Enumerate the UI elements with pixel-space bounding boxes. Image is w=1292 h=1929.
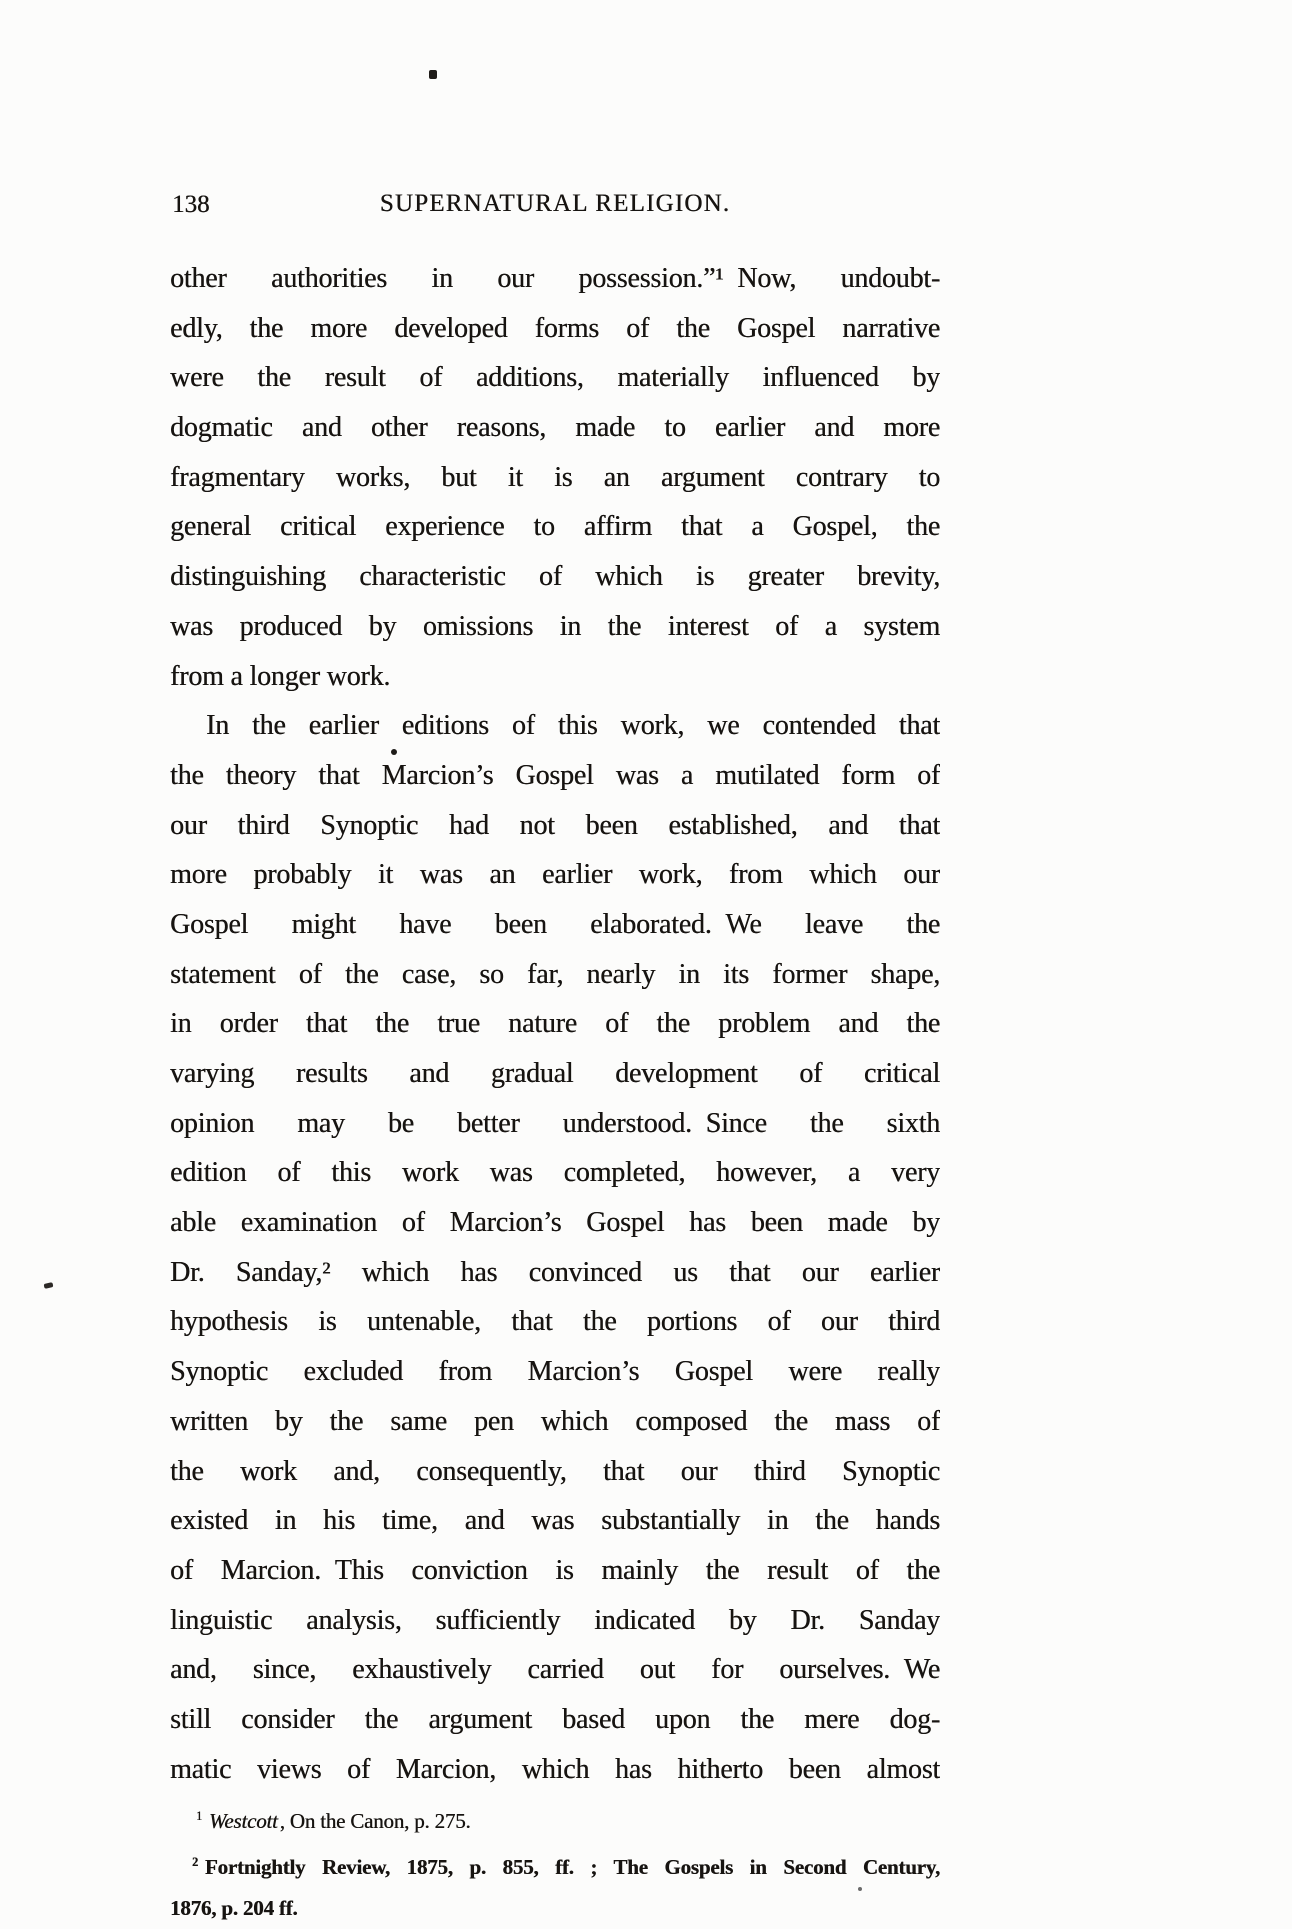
footnote-2-text: Fortnightly Review, 1875, p. 855, ff. ; The Gospels in Second Century, xyxy=(204,1855,940,1879)
footnote-1 xyxy=(170,1796,940,1842)
footnote-2-continuation: 1876, p. 204 ff. xyxy=(170,1896,298,1920)
body-line: In the earlier editions of this work, we contended that xyxy=(206,710,940,742)
body-line: hypothesis is untenable, that the portions of our third xyxy=(170,1306,940,1338)
body-line: our third Synoptic had not been established, and that xyxy=(170,809,940,841)
body-line: statement of the case, so far, nearly in its former shape, xyxy=(170,958,940,990)
footnote-1-marker: 1 xyxy=(196,1809,202,1823)
body-line: still consider the argument based upon the mere dog- xyxy=(170,1703,940,1735)
body-line: Gospel might have been elaborated. We leave the xyxy=(170,908,940,940)
body-line: dogmatic and other reasons, made to earlier and more xyxy=(170,412,940,444)
ink-speck xyxy=(858,1887,862,1891)
footnotes xyxy=(170,1796,940,1929)
ink-speck xyxy=(391,749,397,755)
ink-speck xyxy=(429,70,437,79)
ink-speck xyxy=(44,1282,54,1289)
body-line: was produced by omissions in the interest of a system xyxy=(170,610,940,642)
body-line: matic views of Marcion, which has hitherto been almost xyxy=(170,1753,940,1785)
body-line: written by the same pen which composed the mass of xyxy=(170,1405,940,1437)
body-line: in order that the true nature of the problem and the xyxy=(170,1008,940,1040)
body-line: general critical experience to affirm that a Gospel, the xyxy=(170,511,940,543)
body-line: from a longer work. xyxy=(170,660,391,692)
body-line: able examination of Marcion’s Gospel has been made by xyxy=(170,1207,940,1239)
body-text xyxy=(170,254,940,1794)
footnote-2-marker: 2 xyxy=(192,1855,198,1869)
body-line: more probably it was an earlier work, from which our xyxy=(170,859,940,891)
body-line: Dr. Sanday,² which has convinced us that our earlier xyxy=(170,1256,940,1288)
body-line: Synoptic excluded from Marcion’s Gospel were really xyxy=(170,1356,940,1388)
body-line: edly, the more developed forms of the Gospel narrative xyxy=(170,312,940,344)
body-line: distinguishing characteristic of which is greater brevity, xyxy=(170,561,940,593)
body-line: linguistic analysis, sufficiently indicated by Dr. Sanday xyxy=(170,1604,940,1636)
running-title: SUPERNATURAL RELIGION. xyxy=(379,190,731,217)
body-line: varying results and gradual development of critical xyxy=(170,1058,940,1089)
body-line: the theory that Marcion’s Gospel was a mutilated form of xyxy=(170,759,940,791)
footnote-2 xyxy=(170,1842,940,1888)
body-line: of Marcion. This conviction is mainly the result of the xyxy=(170,1554,940,1586)
body-line: and, since, exhaustively carried out for ourselves. We xyxy=(170,1654,940,1686)
body-line: fragmentary works, but it is an argument contrary to xyxy=(170,461,940,493)
footnote-1-text: , On the Canon, p. 275. xyxy=(279,1809,471,1833)
body-line: opinion may be better understood. Since the sixth xyxy=(170,1107,940,1139)
body-line: other authorities in our possession.”¹ Now, undoubt- xyxy=(170,263,940,294)
body-line: existed in his time, and was substantially in the hands xyxy=(170,1505,940,1537)
page-number: 138 xyxy=(172,191,210,218)
footnote-1-author: Westcott xyxy=(208,1809,278,1833)
body-line: edition of this work was completed, however, a very xyxy=(170,1157,940,1189)
body-line: were the result of additions, materially influenced by xyxy=(170,362,940,394)
body-line: the work and, consequently, that our third Synoptic xyxy=(170,1455,940,1487)
